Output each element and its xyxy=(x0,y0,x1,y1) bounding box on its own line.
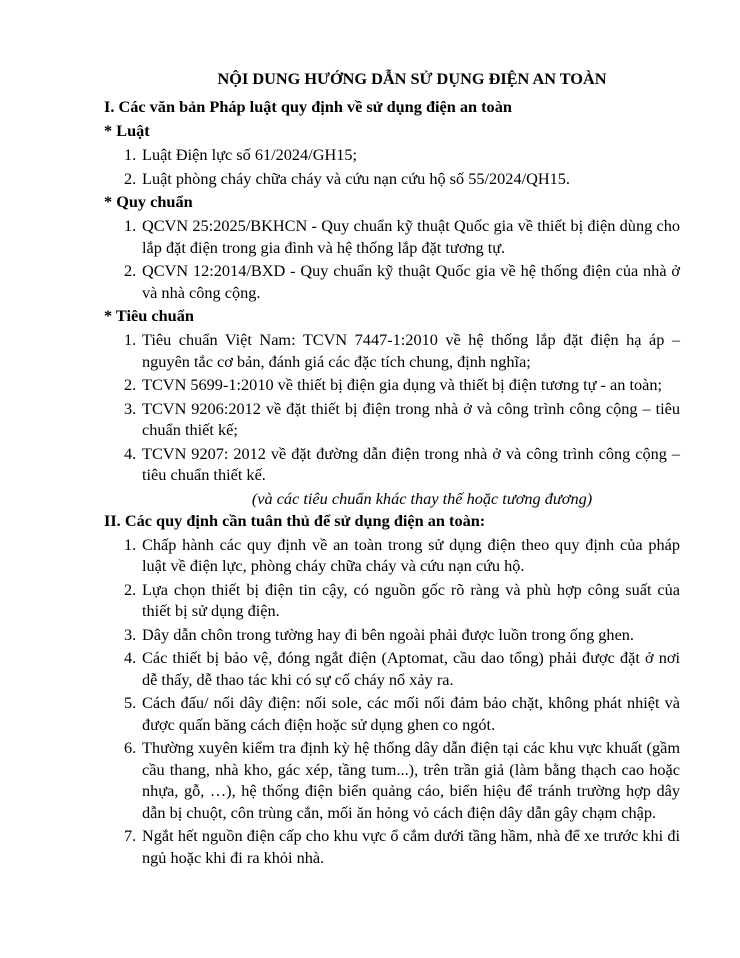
list-item xyxy=(104,647,680,690)
item-number: 2. xyxy=(124,579,137,599)
group-quy-chuan-list xyxy=(104,215,680,303)
item-number: 3. xyxy=(124,398,137,418)
item-text: TCVN 9207: 2012 về đặt đường dẫn điện trong nhà ở và công trình công cộng – tiêu chuẩn thiết kế. xyxy=(142,443,680,484)
item-number: 2. xyxy=(124,375,137,394)
list-item xyxy=(104,443,680,486)
item-text: Luật Điện lực số 61/2024/GH15; xyxy=(142,145,358,164)
item-text: Luật phòng cháy chữa cháy và cứu nạn cứu hộ số 55/2024/QH15. xyxy=(142,168,570,188)
item-text: QCVN 12:2014/BXD - Quy chuẩn kỹ thuật Quốc gia về hệ thống điện của nhà ở và nhà công cộng. xyxy=(142,261,680,302)
item-text: Lựa chọn thiết bị điện tin cậy, có nguồn gốc rõ ràng và phù hợp công suất của thiết bị sử dụng điện. xyxy=(142,579,680,620)
item-number: 2. xyxy=(124,168,137,188)
item-text: Tiêu chuẩn Việt Nam: TCVN 7447-1:2010 về hệ thống lắp đặt điện hạ áp – nguyên tắc cơ bản, đánh giá các đặc tích chung, định nghĩa; xyxy=(142,330,680,371)
item-text: QCVN 25:2025/BKHCN - Quy chuẩn kỹ thuật Quốc gia về thiết bị điện dùng cho lắp đặt điện trong gia đình và hệ thống lắp đặt tương tự. xyxy=(142,216,680,257)
section-2-heading: II. Các quy định cần tuân thủ để sử dụng điện an toàn: xyxy=(104,510,486,530)
item-text: Các thiết bị bảo vệ, đóng ngắt điện (Aptomat, cầu dao tổng) phải được đặt ở nơi dễ thấy, dễ thao tác khi có sự cố cháy nổ xảy ra. xyxy=(142,648,680,689)
list-item xyxy=(104,692,680,735)
group-luat-list xyxy=(104,144,680,189)
document-title: NỘI DUNG HƯỚNG DẪN SỬ DỤNG ĐIỆN AN TOÀN xyxy=(217,69,607,88)
group-tieu-chuan-list xyxy=(104,329,680,486)
item-number: 2. xyxy=(124,261,137,280)
item-number: 1. xyxy=(124,216,137,235)
item-text: Chấp hành các quy định về an toàn trong sử dụng điện theo quy định của pháp luật về điện lực, phòng cháy chữa cháy và cứu nạn cứu hộ. xyxy=(142,534,680,575)
item-number: 1. xyxy=(124,145,137,164)
item-number: 1. xyxy=(124,534,137,554)
list-item xyxy=(104,144,680,166)
item-text: Cách đấu/ nối dây điện: nối sole, các mối nối đảm bảo chặt, không phát nhiệt và được quấn băng cách điện hoặc sử dụng ghen co ngót. xyxy=(142,693,680,734)
item-text: Thường xuyên kiểm tra định kỳ hệ thống dây dẫn điện tại các khu vực khuất (gầm cầu thang, nhà kho, gác xép, tầng tum...), trên trần giả (làm bằng thạch cao hoặc nhựa, gỗ, …), hệ thống điện biển quảng cáo, biển hiệu để tránh trường hợp dây dẫn bị chuột, côn trùng cắn, mối ăn hỏng vỏ cách điện dây dẫn gây chạm chập. xyxy=(142,738,680,822)
standards-note: (và các tiêu chuẩn khác thay thế hoặc tương đương) xyxy=(251,488,593,508)
list-item xyxy=(104,374,680,396)
list-item xyxy=(104,825,680,868)
item-text: TCVN 9206:2012 về đặt thiết bị điện trong nhà ở và công trình công cộng – tiêu chuẩn thiết kế; xyxy=(142,398,680,439)
group-luat-label: * Luật xyxy=(104,121,150,140)
list-item xyxy=(104,215,680,258)
item-text: TCVN 5699-1:2010 về thiết bị điện gia dụng và thiết bị điện tương tự - an toàn; xyxy=(142,375,663,394)
item-number: 5. xyxy=(124,693,137,712)
list-item xyxy=(104,737,680,823)
item-number: 1. xyxy=(124,330,137,349)
group-quy-chuan-label: * Quy chuẩn xyxy=(104,192,193,211)
list-item xyxy=(104,624,680,646)
group-tieu-chuan-label: * Tiêu chuẩn xyxy=(104,306,194,325)
item-number: 4. xyxy=(124,648,137,667)
item-number: 4. xyxy=(124,443,137,463)
section-1-heading: I. Các văn bản Pháp luật quy định về sử dụng điện an toàn xyxy=(104,97,512,116)
item-text: Ngắt hết nguồn điện cấp cho khu vực ổ cắm dưới tầng hầm, nhà để xe trước khi đi ngủ hoặc khi đi ra khỏi nhà. xyxy=(142,826,680,867)
list-item xyxy=(104,579,680,622)
item-number: 3. xyxy=(124,624,137,644)
list-item xyxy=(104,260,680,303)
item-number: 6. xyxy=(124,738,137,757)
list-item xyxy=(104,534,680,577)
list-item xyxy=(104,329,680,372)
list-item xyxy=(104,398,680,441)
section-2-list xyxy=(104,534,680,869)
list-item xyxy=(104,168,680,190)
item-text: Dây dẫn chôn trong tường hay đi bên ngoài phải được luồn trong ống ghen. xyxy=(142,624,635,644)
item-number: 7. xyxy=(124,826,137,845)
